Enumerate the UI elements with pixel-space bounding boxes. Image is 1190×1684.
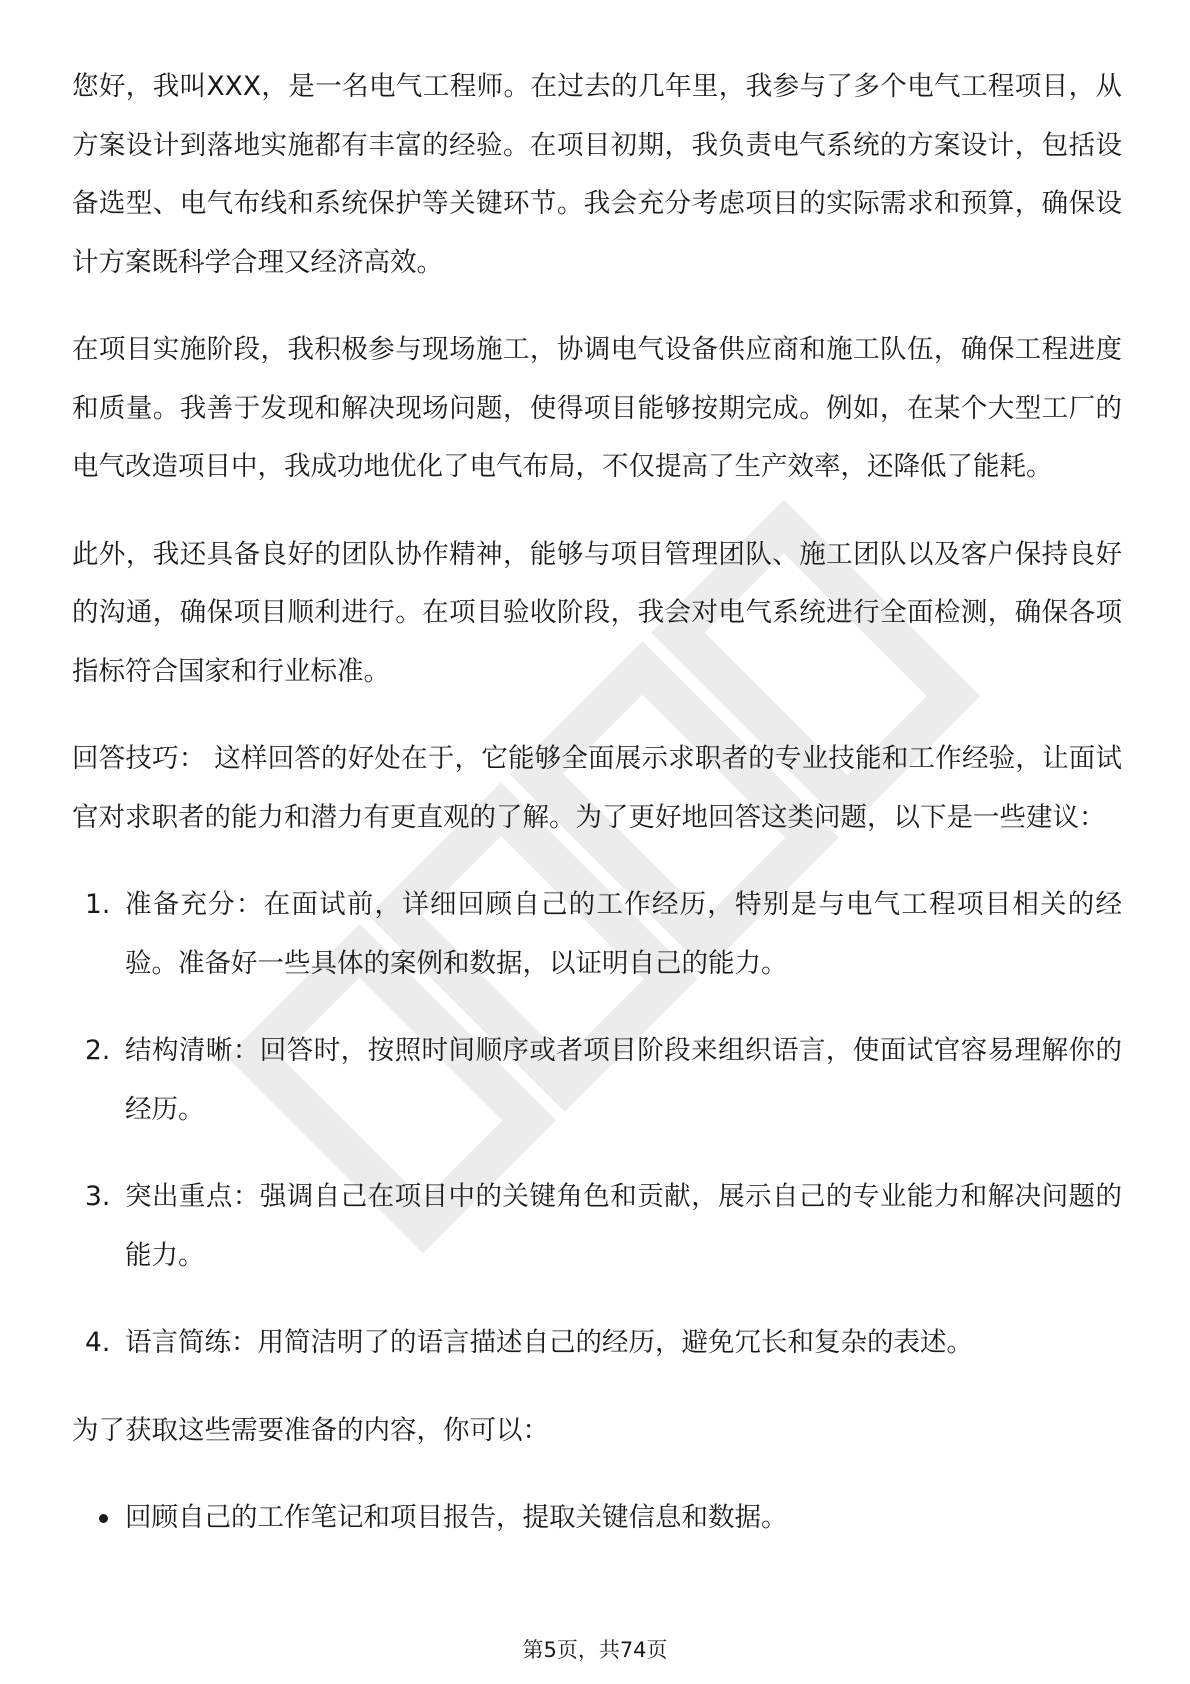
tip-number: 1. <box>85 889 111 920</box>
tip-text: 结构清晰：回答时，按照时间顺序或者项目阶段来组织语言，使面试官容易理解你的经历。 <box>125 1035 1122 1125</box>
paragraph-prep-intro: 为了获取这些需要准备的内容，你可以： <box>72 1414 549 1446</box>
tip-item <box>72 1314 1122 1373</box>
list-item <box>72 1489 1122 1548</box>
tip-item <box>72 876 1122 993</box>
bullet-icon <box>99 1514 108 1523</box>
paragraph-answer-tips: 回答技巧： 这样回答的好处在于，它能够全面展示求职者的专业技能和工作经验，让面试官对求职者的能力和潜力有更直观的了解。为了更好地回答这类问题，以下是一些建议： <box>72 743 1122 833</box>
tip-number: 2. <box>85 1035 111 1066</box>
prep-list <box>72 1489 1122 1548</box>
tip-item <box>72 1022 1122 1139</box>
tips-list <box>72 876 1122 1373</box>
paragraph-implementation: 在项目实施阶段，我积极参与现场施工，协调电气设备供应商和施工队伍，确保工程进度和质量。我善于发现和解决现场问题，使得项目能够按期完成。例如，在某个大型工厂的电气改造项目中，我成功地优化了电气布局，不仅提高了生产效率，还降低了能耗。 <box>72 334 1122 482</box>
tip-number: 3. <box>85 1181 111 1212</box>
tip-text: 准备充分：在面试前，详细回顾自己的工作经历，特别是与电气工程项目相关的经验。准备好一些具体的案例和数据，以证明自己的能力。 <box>125 889 1122 979</box>
paragraph-teamwork: 此外，我还具备良好的团队协作精神，能够与项目管理团队、施工团队以及客户保持良好的沟通，确保项目顺利进行。在项目验收阶段，我会对电气系统进行全面检测，确保各项指标符合国家和行业标准。 <box>72 538 1122 687</box>
page-number: 第5页，共74页 <box>522 1638 668 1662</box>
tip-text: 突出重点：强调自己在项目中的关键角色和贡献，展示自己的专业能力和解决问题的能力。 <box>125 1181 1122 1271</box>
list-item-text: 回顾自己的工作笔记和项目报告，提取关键信息和数据。 <box>125 1502 788 1533</box>
tip-number: 4. <box>85 1327 111 1358</box>
paragraph-intro: 您好，我叫XXX，是一名电气工程师。在过去的几年里，我参与了多个电气工程项目，从方案设计到落地实施都有丰富的经验。在项目初期，我负责电气系统的方案设计，包括设备选型、电气布线和系统保护等关键环节。我会充分考虑项目的实际需求和预算，确保设计方案既科学合理又经济高效。 <box>72 71 1122 278</box>
document-body <box>72 58 1122 1548</box>
tip-item <box>72 1168 1122 1285</box>
tip-text: 语言简练：用简洁明了的语言描述自己的经历，避免冗长和复杂的表述。 <box>125 1327 973 1358</box>
